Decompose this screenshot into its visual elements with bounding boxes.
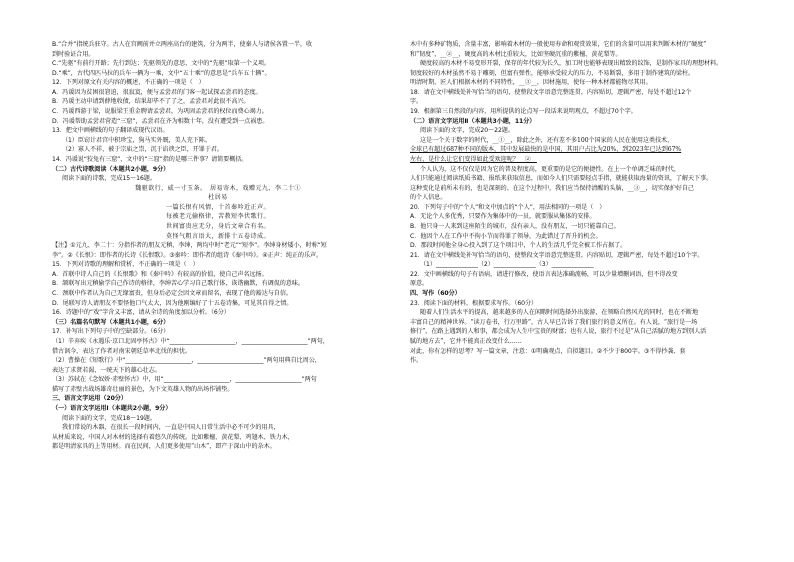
right-text-line: 字。 xyxy=(410,98,423,106)
left-text-line: 15．下列对诗歌的理解和赏析，不正确的一项是（ ） xyxy=(52,261,199,269)
left-text-line: 描写了赤壁古战场雄奇壮丽的景色，为下文英雄人物的出场作铺垫。 xyxy=(52,385,234,393)
right-text-line: 阅读下面的文字，完成20～22题。 xyxy=(420,127,514,135)
left-text-line: D．尾联写诗人请朋友不要怪他口气太大，因为他刚编好了十五卷诗集，可见其自得之情。 xyxy=(52,299,293,307)
right-text-line: 腻的地方去”，它并不能真正改变什么…… xyxy=(410,337,522,345)
right-text-line: 对此，你有怎样的思考？写一篇文章，注意：①明确观点，自拟题目。②不少于800字。③不得抄袭、套 xyxy=(410,347,686,355)
left-text-line: D．冯谖帮助孟尝君营造“三窟”，孟尝君在齐为相数十年，没有遭受到一点祸患。 xyxy=(52,117,269,125)
left-text-line: 莫怪气粗言语大，新排十五卷诗成。 xyxy=(166,232,270,240)
left-text-line: （2）寡人不祥，被于宗庙之祟，沉于谄谀之臣，开罪于君。 xyxy=(62,146,223,154)
left-text-line: 阅读下面的诗歌，完成15～16题。 xyxy=(62,175,156,183)
left-text-line: 14．冯谖说“狡兔有三窟”，文中的“三窟”指的是哪三件事？请简要概括。 xyxy=(52,155,248,163)
right-text-line: C．他因个人在工作中不拘小节而得罪了领导，为此错过了晋升的机会。 xyxy=(410,232,602,240)
right-text-line: 20．下列句子中的“个人”和文中加点的“个人”，用法相同的一项是（ ） xyxy=(410,203,606,211)
left-text-line: 到时验证合用。 xyxy=(52,50,95,58)
left-text-line: D.“乘”，古代四匹马拉的兵车一辆为一乘，文中“五十乘”的意思是“兵车五十辆”。 xyxy=(52,69,271,77)
right-text-line: 木中有多种矿物质，含量丰富，影响着木材的一般使用寿命和观赏效果，它们的含量可以用来判断木材的“硬度” xyxy=(410,41,707,48)
left-text-line: B.“合并”指统兵驻守。古人在宫阙前并立两座高台的建筑，分为两半，使秦人与诸侯各置一半，收 xyxy=(52,41,313,48)
right-text-line: 原意。 xyxy=(410,280,429,288)
left-text-line: C．冯谖西游于梁，说服梁王重金聘请孟尝君，为巩固孟尝君的权位而费心竭力。 xyxy=(52,108,268,116)
left-text-line: A．冯谖因为贫困很窘迫，很寂寞，便与孟尝君的门客一起试探孟尝君的态度。 xyxy=(52,88,262,96)
left-column xyxy=(52,40,384,452)
right-text-line: 21．请在文中横线处补写恰当的语句，使整段文字语意完整连贯，内容贴切，逻辑严密，每处不超过10个字。 xyxy=(410,251,704,259)
left-text-line: 杜居易 xyxy=(208,194,228,202)
left-text-line: 从材质来说，中国人对木材的选择有着悠久的传统。比如紫檀、黄花梨、鸡翅木、铁力木， xyxy=(52,433,294,441)
left-text-line: 【注】①元九、李二十：分指作者的朋友元稹、李绅，两均中时“老元”“短李”。李绅身材矮小，时称“短 xyxy=(52,242,327,250)
right-text-line: （二）语言文字运用Ⅱ（本题共3小题，11分） xyxy=(410,117,536,125)
right-text-line: （1）______________（2）______________（3）______________ xyxy=(420,261,594,269)
left-text-line: （1）辛弃疾《永遇乐·京口北固亭怀古》中“______________________，______________________”两句， xyxy=(52,337,329,345)
left-text-line: 17．补写出下列句子中的空缺部分。（6分） xyxy=(52,328,170,336)
right-text-line: 随着人们生活水平的提高，越来越多的人在闲暇时间选择外出旅游，在领略自然风光的同时，也在不断地 xyxy=(420,309,699,317)
left-text-line: 表达了求贤若渴、一统天下的雄心壮志。 xyxy=(52,366,161,374)
left-text-line: 世间富贵应无分，身后文章合有名。 xyxy=(166,222,270,230)
left-text-line: （1）臣窃计君宫中积珍宝，狗马实外厩，美人充下陈。 xyxy=(62,136,211,144)
left-text-line: 魏驱欲行，威一寸玉条。 居易寄木，戏赠元九、李二十① xyxy=(135,184,301,192)
left-text-line: A．首联中诗人自己的《长恨歌》和《秦中吟》有较高的价值，使自己声名远扬。 xyxy=(52,270,268,278)
left-text-line: B．颔联写出元稹偷学自己作诗的格律，李绅苦心学习自己歌行体，诙谐幽默，有调侃的意味。 xyxy=(52,280,304,288)
left-text-line: 16．诗题中的“戏”字含义丰富，请从全诗的角度加以分析。（6分） xyxy=(52,309,230,317)
left-text-line: （2）曹操在《短歌行》中“______________________，______________________”两句用典自比周公， xyxy=(52,357,321,365)
right-text-line: 硬度较高的木材不易变形开裂，保存的年代较为长久，加工时也能够表现出精致的纹饰，是制作家具的理想材料。 xyxy=(420,60,723,68)
right-text-line: 的个人信息。 xyxy=(410,194,447,202)
right-text-line: 修行”，在路上遇到的人和事，都会成为人生中宝贵的财富；也有人说，旅行不过是“从自己活腻的地方到别人活 xyxy=(410,328,707,336)
left-text-line: B．冯谖主动申请到薛地收债，结果却毕不了了之，孟尝君对此很不高兴。 xyxy=(52,98,250,106)
left-text-line: 12．下列对原文有关内容的概述，不正确的一项是（ ） xyxy=(52,79,205,87)
right-text-line: 人们只能通过阅读纸质书籍、报纸来获取信息，而如今人们只需要轻点手指，就能获取海量的资讯，了解天下事。 xyxy=(410,175,713,183)
right-text-line: 作。 xyxy=(410,357,423,365)
left-text-line: 三、语言文字运用（20分） xyxy=(52,395,127,403)
left-text-line: C.“先驱”有前行开路；先行到达；先驱领先的意思，文中的“先驱”取第一个义项。 xyxy=(52,60,270,68)
right-text-line: 19．根据第三自然段的内容，用所提供的论点写一段话来说明观点，不超过70个字。 xyxy=(410,108,637,116)
right-text-line: 左右，是什么让它们变得如此受欢迎呢？__②__ xyxy=(410,155,537,163)
left-text-line: 李”。②《长恨》：即作者的长诗《长恨歌》。③秦吟：即作者的组诗《秦中吟》。④正声：纯正的乐声。 xyxy=(52,251,323,259)
left-text-line: 阅读下面的文字，完成18～19题。 xyxy=(62,414,156,422)
right-text-line: 个人认为，这不仅仅是因为它的普及程度高，更重要的是它的便捷性。在上一个单调乏味的时代， xyxy=(420,165,680,173)
left-text-line: 借古讽今，表达了作者对南宋朝廷草率北伐的担忧。 xyxy=(52,347,192,355)
right-text-line: 明清时期，匠人们根据木材的不同特性，__③__，因材施用，使每一种木材都能物尽其用。 xyxy=(410,79,652,87)
left-text-line: （3）苏轼在《念奴娇·赤壁怀古》中，用“______________________，______________________”两句 xyxy=(52,376,317,384)
left-text-line: （三）名篇名句默写（本题共1小题，6分） xyxy=(52,318,170,326)
right-text-line: 全球已有超过687种不同的版本，其中发展最快的是中国，其用户占比为20%，到2023年已达到67% xyxy=(410,146,682,154)
left-text-line: 我们常说的木器，在很长一段时间内，一直是中国人日常生活中必不可少的用具， xyxy=(62,424,280,432)
right-text-line: 23．阅读下面的材料，根据要求写作。（60分） xyxy=(410,299,538,307)
right-text-line: B．他只身一人来到这座陌生的城市，没有亲人，没有朋友，一切只能靠自己。 xyxy=(410,222,620,230)
left-text-line: （二）古代诗歌阅读（本题共2小题，9分） xyxy=(52,165,170,173)
left-text-line: C．颈联中作者认为自己无缘富贵，但身后必定会因文章而留名，表现了他的豁达与自信。 xyxy=(52,290,292,298)
right-text-line: 18．请在文中横线处补写恰当的语句，使整段文字语意完整连贯，内容贴切，逻辑严密，每处不超过12个 xyxy=(410,88,692,96)
right-text-line: D．那段时间他全身心投入到了这个项目中，个人的生活几乎完全被工作占据了。 xyxy=(410,242,627,250)
left-text-line: 13．把文中画横线的句子翻译成现代汉语。 xyxy=(52,127,169,135)
right-text-line: A．无论个人多优秀，只要作为集体中的一员，就要服从集体的安排。 xyxy=(410,213,596,221)
right-text-line: 四、写作（60分） xyxy=(410,290,461,298)
left-text-line: 都是明清家具的上等用材。而在民间，人们更多使用“山木”，即产于深山中的杂木。 xyxy=(52,443,276,451)
right-text-line: 22．文中画横线的句子有语病，请进行修改，使语言表达准确流畅，可以少量增删词语，但不得改变 xyxy=(410,270,678,278)
right-text-line: 这是一个关于数字的时代，__①__，除此之外，还有差不多100个国家的人民在使用这类技术， xyxy=(420,136,674,144)
right-text-line: 这种变化是前所未有的，也是深刻的。在这个过程中，我们应当保持清醒的头脑，__③__，切实保护好自己 xyxy=(410,184,694,192)
right-column xyxy=(410,40,750,366)
left-text-line: 每被老元偷格律，苦教短李伏歌行。 xyxy=(166,213,270,221)
right-text-line: 和“韧度”，__②__，硬度高的木材比重较大，比如坚硬沉重的紫檀、黄花梨等。 xyxy=(410,50,622,58)
right-text-line: 丰富自己的精神世界。“读万卷书，行万里路”，古人早已告诉了我们旅行的意义所在。有人说，“旅行是一场 xyxy=(410,318,698,326)
left-text-line: 一篇长恨有风情，十首秦吟近正声。 xyxy=(166,203,270,211)
left-text-line: （一）语言文字运用Ⅰ（本题共2小题，9分） xyxy=(52,404,172,412)
right-text-line: 韧度较好的木材虽然不易于雕刻，但富有弹性，能够承受较大的压力，不易断裂，多用于制作建筑的梁柱。 xyxy=(410,69,695,77)
